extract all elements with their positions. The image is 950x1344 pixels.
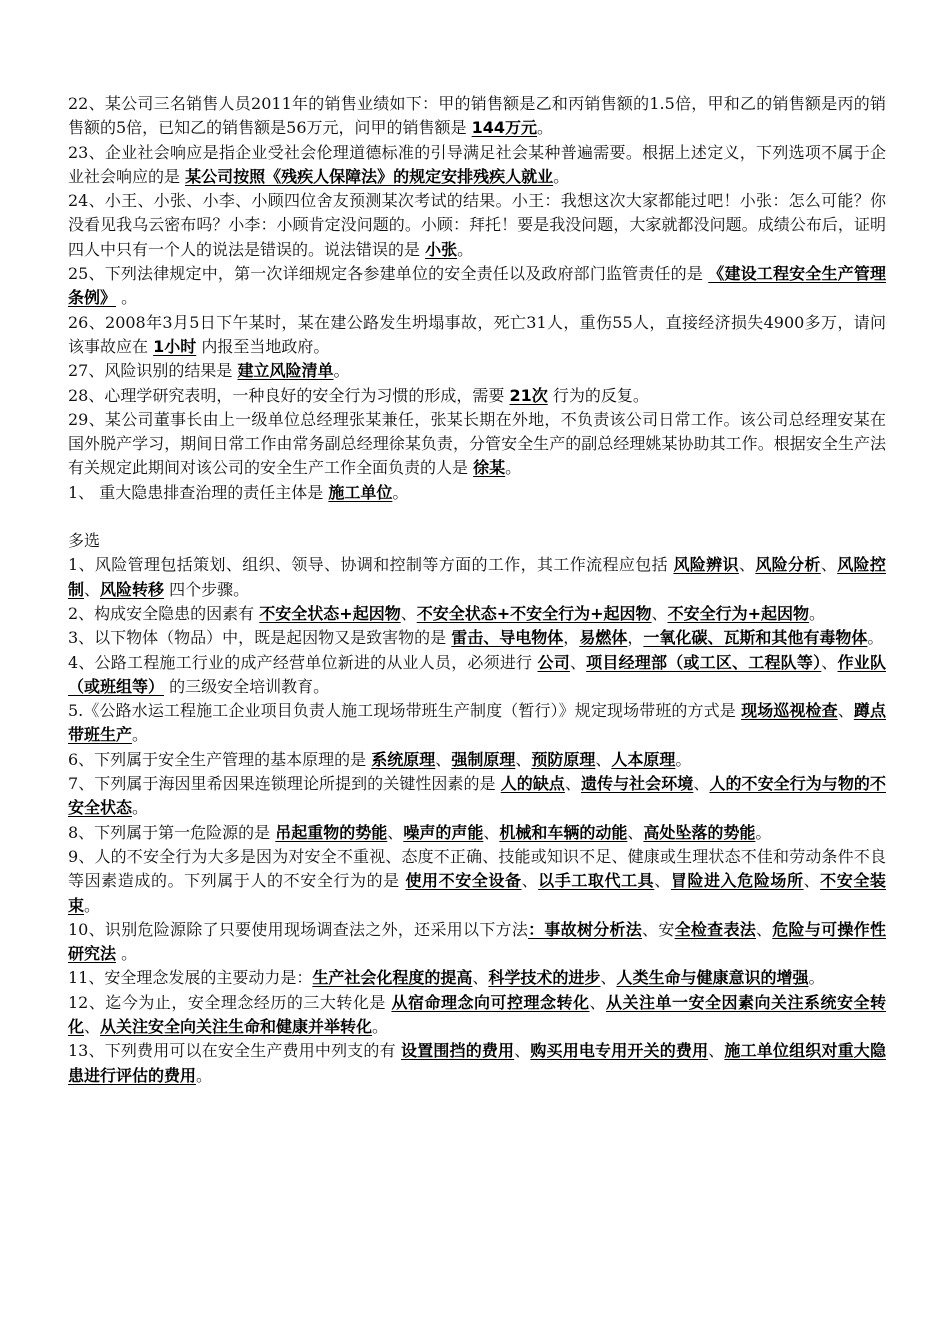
question-text: 内报至当地政府。 xyxy=(196,336,330,356)
question-text: 、 xyxy=(564,774,581,794)
question-text: 7、下列属于海因里希因果连锁理论所提到的关键性因素的是 xyxy=(68,774,501,794)
answer-text: 易燃体 xyxy=(579,628,628,648)
question-text: 13、下列费用可以在安全生产费用中列支的有 xyxy=(68,1041,402,1061)
answer-text: 全检查表法 xyxy=(674,919,756,939)
question-text: 。 xyxy=(808,603,825,623)
single-choice-section xyxy=(68,92,886,505)
question-text: 。 xyxy=(675,749,692,769)
answer-text: 机械和车辆的动能 xyxy=(499,822,628,842)
question-item xyxy=(68,821,886,845)
answer-text: 不安全装束 xyxy=(68,871,886,915)
question-text: 、 xyxy=(435,749,452,769)
answer-text: 人类生命与健康意识的增强 xyxy=(616,968,809,988)
answer-text: 人本原理 xyxy=(611,749,676,769)
answer-text: 不安全行为+起因物 xyxy=(667,603,809,623)
question-text: 。 xyxy=(457,239,474,259)
question-text: 、 xyxy=(514,1041,531,1061)
answer-text: 雷击、导电物体 xyxy=(451,628,564,648)
question-text: 、 xyxy=(756,919,773,939)
question-text: 5.《公路水运工程施工企业项目负责人施工现场带班生产制度（暂行）》规定现场带班的方式是 xyxy=(68,701,742,721)
question-text: 。 xyxy=(84,895,101,915)
question-text: 10、识别危险源除了只要使用现场调查法之外，还采用以下方法 xyxy=(68,919,529,939)
question-item xyxy=(68,189,886,262)
question-text: 。 xyxy=(116,288,138,308)
answer-text: 以手工取代工具 xyxy=(538,871,655,891)
multi-choice-section xyxy=(68,553,886,1088)
answer-text: 风险控制 xyxy=(68,555,886,599)
question-text: 、 xyxy=(400,603,417,623)
answer-text: 强制原理 xyxy=(451,749,516,769)
question-item xyxy=(68,966,886,990)
answer-text: 21次 xyxy=(509,385,548,405)
question-text: 。 xyxy=(333,361,350,381)
question-text: 、 xyxy=(595,749,612,769)
answer-text: ：事故树分析法 xyxy=(528,919,643,939)
answer-text: 高处坠落的势能 xyxy=(643,822,756,842)
question-text: 。 xyxy=(132,725,149,745)
answer-text: 从关注单一安全因素向关注系统安全转化 xyxy=(68,992,886,1036)
question-text: 、 xyxy=(627,822,644,842)
question-text: 24、小王、小张、小李、小顾四位舍友预测某次考试的结果。小王：我想这次大家都能过吧！小张：怎么可能？你没看见我乌云密布吗？小李：小顾肯定没问题的。小顾：拜托！要是我没问题，大家就都没问题。成绩公布后，证明四人中只有一个人的说法是错误的。说法错误的是 xyxy=(68,191,886,259)
answer-text: 一氧化碳、瓦斯和其他有毒物体 xyxy=(643,628,868,648)
question-text: 25、下列法律规定中，第一次详细规定各参建单位的安全责任以及政府部门监管责任的是 xyxy=(68,264,709,284)
answer-text: 噪声的声能 xyxy=(403,822,484,842)
answer-text: 1小时 xyxy=(153,336,197,356)
answer-text: 风险转移 xyxy=(100,579,165,599)
question-text: 。 xyxy=(808,968,825,988)
question-item xyxy=(68,384,886,408)
question-text: 27、风险识别的结果是 xyxy=(68,361,238,381)
answer-text: 风险辨识 xyxy=(673,555,739,575)
answer-text: 《建设工程安全生产管理条例》 xyxy=(68,264,886,308)
answer-text: 科学技术的进步 xyxy=(488,968,601,988)
question-text: 1、 重大隐患排查治理的责任主体是 xyxy=(68,482,329,502)
question-text: 8、下列属于第一危险源的是 xyxy=(68,822,276,842)
answer-text: 现场巡视检查 xyxy=(741,701,838,721)
question-text: 、 xyxy=(837,701,854,721)
question-item xyxy=(68,772,886,821)
question-item xyxy=(68,991,886,1040)
question-text: 、 xyxy=(600,968,617,988)
question-text: 22、某公司三名销售人员2011年的销售业绩如下：甲的销售额是乙和丙销售额的1.5倍，甲和乙的销售额是丙的销售额的5倍，已知乙的销售额是56万元，问甲的销售额是 xyxy=(68,94,886,138)
question-text: 、 xyxy=(387,822,404,842)
question-item xyxy=(68,359,886,383)
question-item xyxy=(68,311,886,360)
question-item xyxy=(68,1039,886,1088)
question-text: 、 xyxy=(651,603,668,623)
answer-text: 小张 xyxy=(425,239,458,259)
question-text: 。 xyxy=(537,118,554,138)
question-item xyxy=(68,481,886,505)
answer-text: 设置围挡的费用 xyxy=(401,1041,515,1061)
answer-text: 吊起重物的势能 xyxy=(275,822,388,842)
question-item xyxy=(68,92,886,141)
question-text: 、 xyxy=(84,579,101,599)
question-item xyxy=(68,408,886,481)
answer-text: 蹲点带班生产 xyxy=(68,701,886,745)
answer-text: 项目经理部（或工区、工程队等） xyxy=(586,652,822,672)
question-text: 。 xyxy=(553,166,570,186)
question-text: 6、下列属于安全生产管理的基本原理的是 xyxy=(68,749,372,769)
question-text: 。 xyxy=(755,822,772,842)
answer-text: 作业队（或班组等） xyxy=(68,652,886,696)
question-text: 。 xyxy=(196,1065,213,1085)
question-text: 。 xyxy=(505,458,522,478)
question-item xyxy=(68,845,886,918)
answer-text: 危险与可操作性研究法 xyxy=(68,919,886,964)
answer-text: 施工单位 xyxy=(328,482,393,502)
answer-text: 徐某 xyxy=(473,458,506,478)
question-text: 、 xyxy=(693,774,710,794)
question-item xyxy=(68,651,886,700)
question-text: 1、风险管理包括策划、组织、领导、协调和控制等方面的工作，其工作流程应包括 xyxy=(68,555,674,575)
question-text: 2、构成安全隐患的因素有 xyxy=(68,603,260,623)
question-text: 28、心理学研究表明，一种良好的安全行为习惯的形成，需要 xyxy=(68,385,510,405)
answer-text: 从关注安全向关注生命和健康并举转化 xyxy=(100,1016,373,1036)
answer-text: 某公司按照《残疾人保障法》的规定安排残疾人就业 xyxy=(185,166,554,186)
question-item xyxy=(68,748,886,772)
answer-text: 遗传与社会环境 xyxy=(581,774,694,794)
question-text: 行为的反复。 xyxy=(547,385,649,405)
answer-text: 从宿命理念向可控理念转化 xyxy=(391,992,590,1012)
answer-text: 使用不安全设备 xyxy=(405,871,522,891)
question-text: 、 xyxy=(521,871,539,891)
question-item xyxy=(68,602,886,626)
answer-text: 预防原理 xyxy=(531,749,596,769)
question-text: 。 xyxy=(372,1016,389,1036)
question-item xyxy=(68,918,886,967)
question-text: 的三级安全培训教育。 xyxy=(164,676,330,696)
question-text: 、安 xyxy=(642,919,675,939)
question-item xyxy=(68,626,886,650)
answer-text: 风险分析 xyxy=(755,555,821,575)
question-text: 4、公路工程施工行业的成产经营单位新进的从业人员，必须进行 xyxy=(68,652,538,672)
question-text: 、 xyxy=(708,1041,725,1061)
question-item xyxy=(68,262,886,311)
question-text: 四个步骤。 xyxy=(164,579,250,599)
question-text: ， xyxy=(563,628,580,648)
question-text: 。 xyxy=(867,628,884,648)
question-text: 26、2008年3月5日下午某时，某在建公路发生坍塌事故，死亡31人，重伤55人，直接经济损失4900多万，请问该事故应在 xyxy=(68,312,886,356)
answer-text: 建立风险清单 xyxy=(237,361,334,381)
question-text: 9、人的不安全行为大多是因为对安全不重视、态度不正确、技能或知识不足、健康或生理状态不佳和劳动条件不良等因素造成的。下列属于人的不安全行为的是 xyxy=(68,846,886,891)
question-text: 、 xyxy=(820,555,838,575)
question-text: 29、某公司董事长由上一级单位总经理张某兼任，张某长期在外地，不负责该公司日常工作。该公司总经理安某在国外脱产学习，期间日常工作由常务副总经理徐某负责，分管安全生产的副总经理姚某协助其工作。根据安全生产法有关规定此期间对该公司的安全生产工作全面负责的人是 xyxy=(68,409,886,478)
question-text: 、 xyxy=(472,968,489,988)
answer-text: 购买用电专用开关的费用 xyxy=(530,1041,709,1061)
question-text: 。 xyxy=(392,482,409,502)
question-text: 、 xyxy=(821,652,838,672)
answer-text: 生产社会化程度的提高 xyxy=(312,968,473,988)
question-text: ， xyxy=(627,628,644,648)
question-text: 、 xyxy=(803,871,821,891)
question-text: 、 xyxy=(515,749,532,769)
answer-text: 不安全状态+起因物 xyxy=(259,603,401,623)
answer-text: 公司 xyxy=(537,652,570,672)
question-text: 、 xyxy=(654,871,671,891)
question-text: 、 xyxy=(589,992,606,1012)
answer-text: 冒险进入危险场所 xyxy=(670,871,804,891)
question-text: 23、企业社会响应是指企业受社会伦理道德标准的引导满足社会某种普遍需要。根据上述定义，下列选项不属于企业社会响应的是 xyxy=(68,142,886,186)
answer-text: 施工单位组织对重大隐患进行评估的费用 xyxy=(68,1041,886,1085)
answer-text: 人的缺点 xyxy=(500,774,565,794)
question-text: 11、安全理念发展的主要动力是： xyxy=(68,968,313,988)
answer-text: 不安全状态+不安全行为+起因物 xyxy=(416,603,652,623)
question-item xyxy=(68,699,886,748)
question-text: 。 xyxy=(132,798,149,818)
question-text: 、 xyxy=(84,1016,101,1036)
answer-text: 人的不安全行为与物的不安全状态 xyxy=(68,774,886,818)
question-text: 3、以下物体（物品）中，既是起因物又是致害物的是 xyxy=(68,628,452,648)
question-text: 。 xyxy=(116,944,138,964)
answer-text: 系统原理 xyxy=(371,749,436,769)
question-text: 12、迄今为止，安全理念经历的三大转化是 xyxy=(68,992,392,1012)
question-text: 、 xyxy=(569,652,587,672)
question-text: 、 xyxy=(738,555,756,575)
multi-choice-heading: 多选 xyxy=(68,531,101,551)
question-item xyxy=(68,553,886,602)
question-text: 、 xyxy=(483,822,500,842)
question-item xyxy=(68,141,886,190)
document-page xyxy=(68,92,886,1088)
answer-text: 144万元 xyxy=(471,118,538,138)
